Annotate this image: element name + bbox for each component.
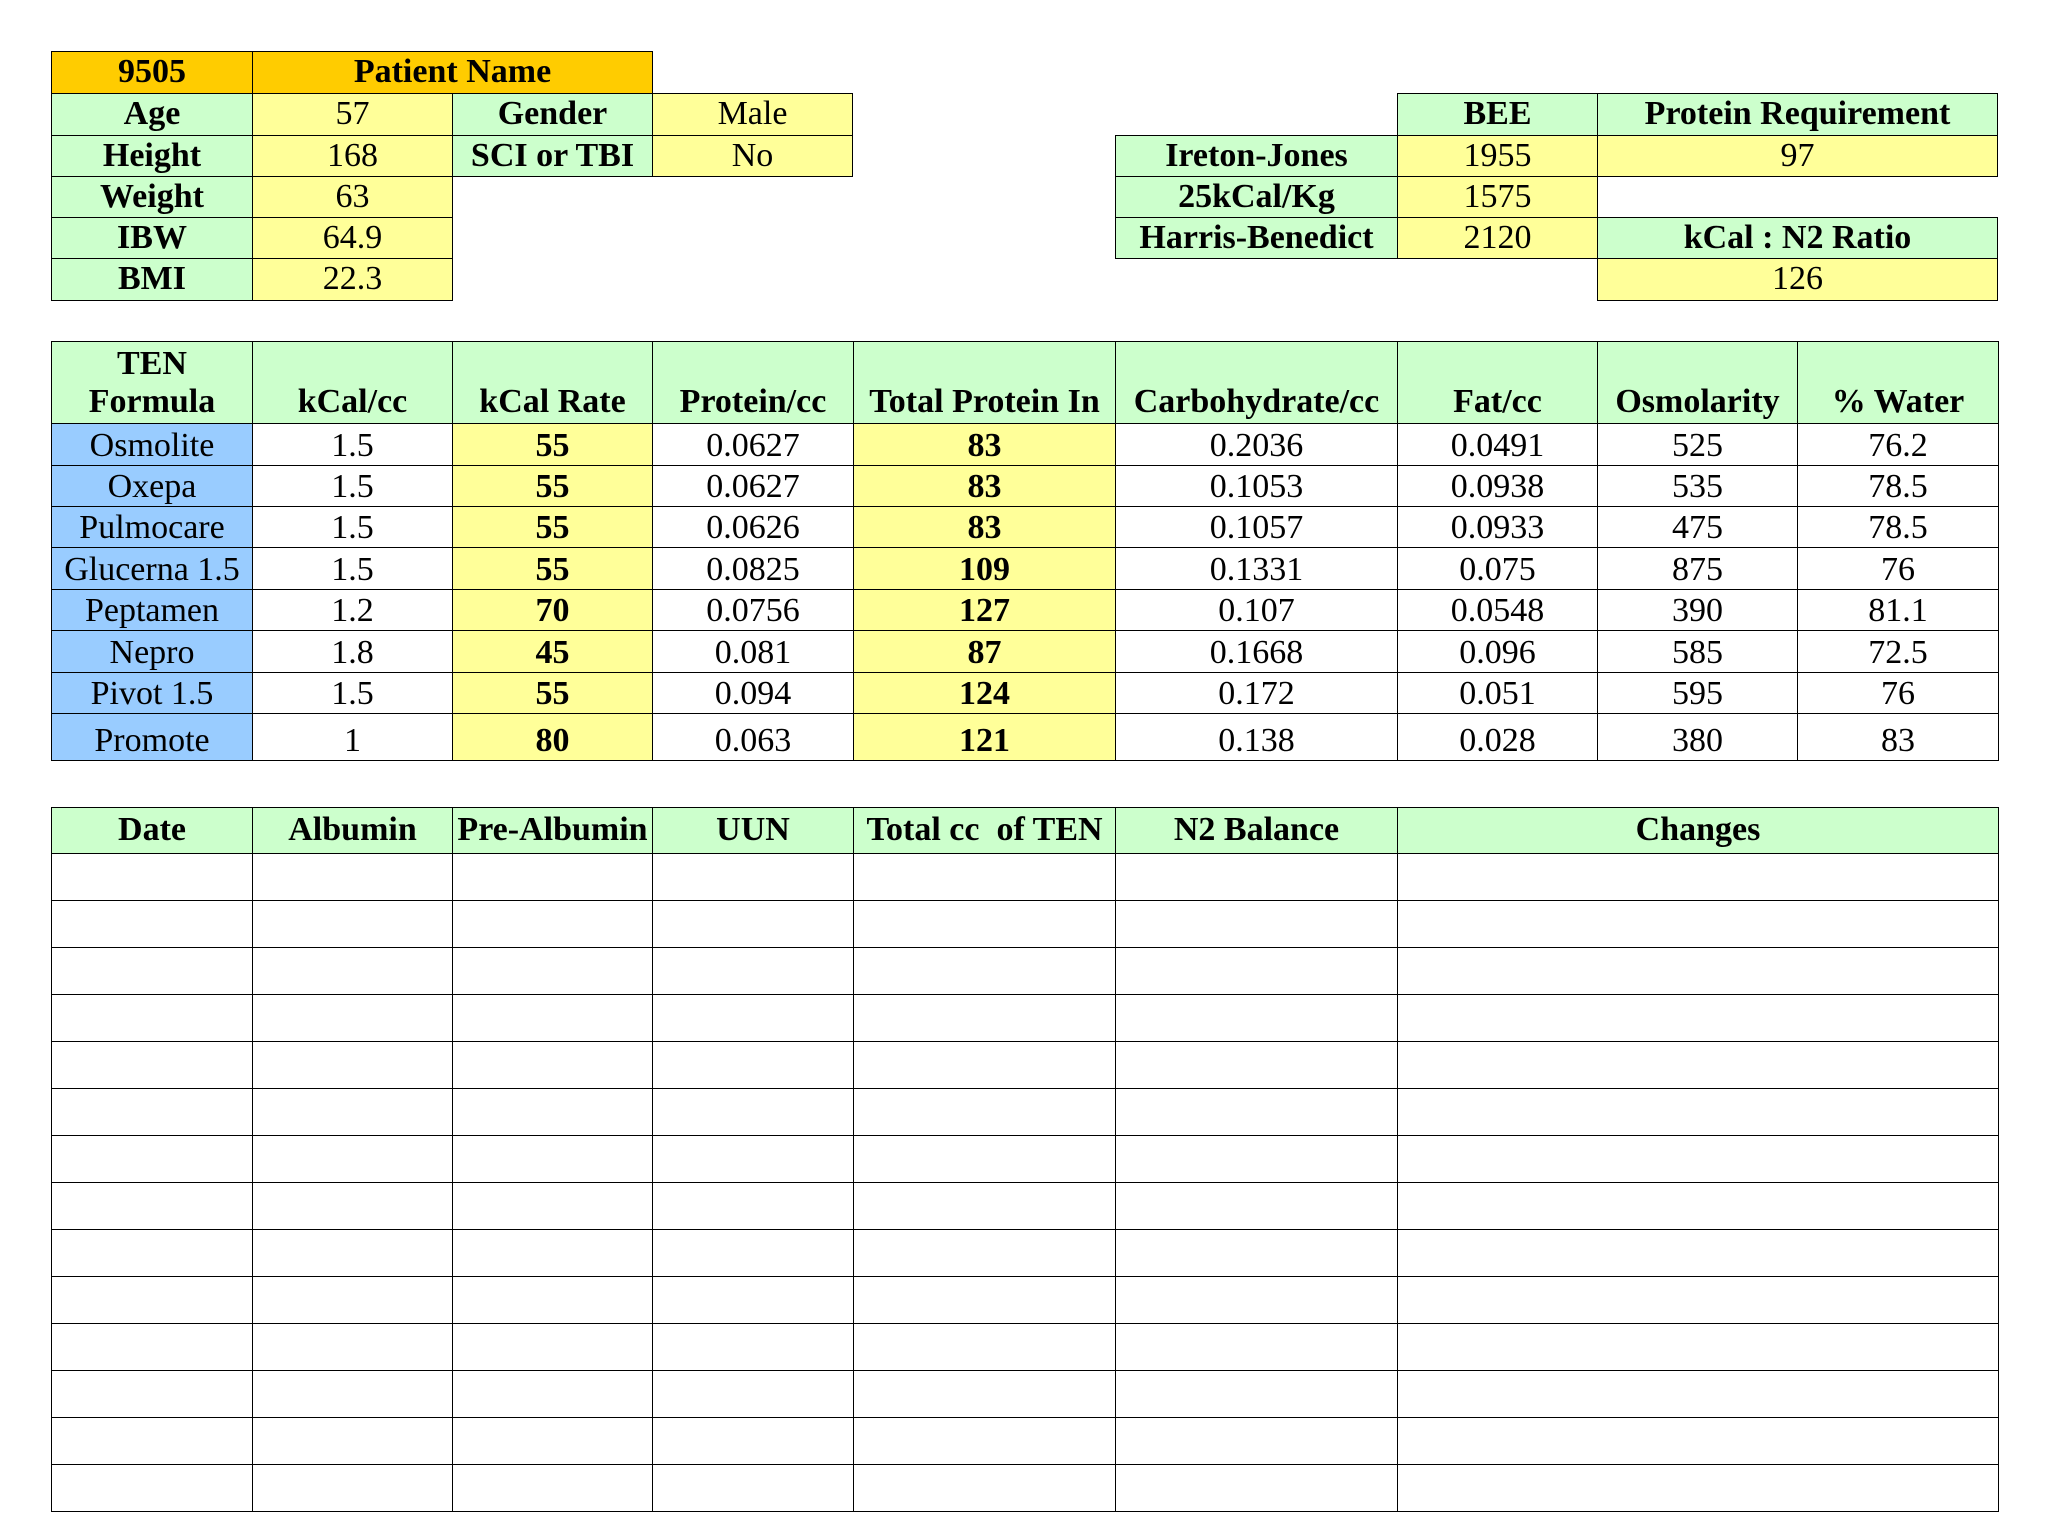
- percent-water-cell[interactable]: 78.5: [1797, 465, 1999, 507]
- pre-albumin-cell[interactable]: [452, 1417, 653, 1465]
- uun-cell[interactable]: [652, 1088, 854, 1136]
- header-carbohydrate-per-cc: Carbohydrate/cc: [1115, 341, 1398, 424]
- kcal-rate-cell[interactable]: 55: [452, 465, 653, 507]
- protein-requirement-header: Protein Requirement: [1597, 93, 1998, 136]
- weight-value[interactable]: 63: [252, 176, 453, 218]
- changes-cell[interactable]: [1397, 900, 1999, 948]
- sci-tbi-value[interactable]: No: [652, 135, 853, 177]
- uun-cell[interactable]: [652, 1182, 854, 1230]
- n2-balance-cell[interactable]: [1115, 1464, 1398, 1512]
- carbohydrate-per-cc-cell[interactable]: 0.1668: [1115, 630, 1398, 673]
- percent-water-cell[interactable]: 76: [1797, 672, 1999, 714]
- n2-balance-cell[interactable]: [1115, 1041, 1398, 1089]
- formula-name-cell[interactable]: Nepro: [51, 630, 253, 673]
- changes-cell[interactable]: [1397, 1323, 1999, 1371]
- total-cc-of-ten-cell[interactable]: [853, 1135, 1116, 1183]
- date-cell[interactable]: [51, 900, 253, 948]
- header-n2-balance: N2 Balance: [1115, 807, 1398, 854]
- pre-albumin-cell[interactable]: [452, 853, 653, 901]
- bee-header: BEE: [1397, 93, 1598, 136]
- total-cc-of-ten-cell[interactable]: [853, 1088, 1116, 1136]
- changes-cell[interactable]: [1397, 947, 1999, 995]
- n2-balance-cell[interactable]: [1115, 1229, 1398, 1277]
- kcal-rate-cell[interactable]: 45: [452, 630, 653, 673]
- changes-cell[interactable]: [1397, 1229, 1999, 1277]
- n2-balance-cell[interactable]: [1115, 1276, 1398, 1324]
- 25kcal-kg-label: 25kCal/Kg: [1115, 176, 1398, 218]
- total-cc-of-ten-cell[interactable]: [853, 1417, 1116, 1465]
- osmolarity-cell[interactable]: 380: [1597, 713, 1798, 761]
- patient-name-label[interactable]: Patient Name: [252, 51, 653, 94]
- date-cell[interactable]: [51, 1464, 253, 1512]
- fat-per-cc-cell[interactable]: 0.0938: [1397, 465, 1598, 507]
- albumin-cell[interactable]: [252, 1370, 453, 1418]
- changes-cell[interactable]: [1397, 1041, 1999, 1089]
- pre-albumin-cell[interactable]: [452, 994, 653, 1042]
- pre-albumin-cell[interactable]: [452, 1182, 653, 1230]
- header-total-protein-in: Total Protein In: [853, 341, 1116, 424]
- albumin-cell[interactable]: [252, 1464, 453, 1512]
- pre-albumin-cell[interactable]: [452, 900, 653, 948]
- date-cell[interactable]: [51, 1041, 253, 1089]
- sci-tbi-label: SCI or TBI: [452, 135, 653, 177]
- osmolarity-cell[interactable]: 875: [1597, 547, 1798, 590]
- header-pre-albumin: Pre-Albumin: [452, 807, 653, 854]
- n2-balance-cell[interactable]: [1115, 947, 1398, 995]
- uun-cell[interactable]: [652, 947, 854, 995]
- carbohydrate-per-cc-cell[interactable]: 0.1057: [1115, 506, 1398, 548]
- n2-balance-cell[interactable]: [1115, 994, 1398, 1042]
- header-protein-per-cc: Protein/cc: [652, 341, 854, 424]
- fat-per-cc-cell[interactable]: 0.0491: [1397, 423, 1598, 466]
- kcal-per-cc-cell[interactable]: 1.5: [252, 465, 453, 507]
- header-changes: Changes: [1397, 807, 1999, 854]
- fat-per-cc-cell[interactable]: 0.051: [1397, 672, 1598, 714]
- bmi-value[interactable]: 22.3: [252, 258, 453, 301]
- uun-cell[interactable]: [652, 1370, 854, 1418]
- uun-cell[interactable]: [652, 1041, 854, 1089]
- formula-name-cell[interactable]: Promote: [51, 713, 253, 761]
- kcal-per-cc-cell[interactable]: 1.5: [252, 423, 453, 466]
- albumin-cell[interactable]: [252, 1276, 453, 1324]
- header-albumin: Albumin: [252, 807, 453, 854]
- pre-albumin-cell[interactable]: [452, 1229, 653, 1277]
- osmolarity-cell[interactable]: 475: [1597, 506, 1798, 548]
- date-cell[interactable]: [51, 947, 253, 995]
- protein-requirement-value[interactable]: 97: [1597, 135, 1998, 177]
- percent-water-cell[interactable]: 78.5: [1797, 506, 1999, 548]
- albumin-cell[interactable]: [252, 1229, 453, 1277]
- changes-cell[interactable]: [1397, 853, 1999, 901]
- carbohydrate-per-cc-cell[interactable]: 0.1053: [1115, 465, 1398, 507]
- total-cc-of-ten-cell[interactable]: [853, 947, 1116, 995]
- kcal-n2-ratio-label: kCal : N2 Ratio: [1597, 217, 1998, 259]
- albumin-cell[interactable]: [252, 853, 453, 901]
- date-cell[interactable]: [51, 1323, 253, 1371]
- uun-cell[interactable]: [652, 1276, 854, 1324]
- osmolarity-cell[interactable]: 595: [1597, 672, 1798, 714]
- fat-per-cc-cell[interactable]: 0.0548: [1397, 589, 1598, 631]
- ibw-label: IBW: [51, 217, 253, 259]
- fat-per-cc-cell[interactable]: 0.0933: [1397, 506, 1598, 548]
- fat-per-cc-cell[interactable]: 0.028: [1397, 713, 1598, 761]
- protein-per-cc-cell[interactable]: 0.0626: [652, 506, 854, 548]
- total-cc-of-ten-cell[interactable]: [853, 994, 1116, 1042]
- changes-cell[interactable]: [1397, 1464, 1999, 1512]
- protein-per-cc-cell[interactable]: 0.081: [652, 630, 854, 673]
- total-cc-of-ten-cell[interactable]: [853, 1182, 1116, 1230]
- kcal-per-cc-cell[interactable]: 1.5: [252, 547, 453, 590]
- n2-balance-cell[interactable]: [1115, 1088, 1398, 1136]
- percent-water-cell[interactable]: 76.2: [1797, 423, 1999, 466]
- header-uun: UUN: [652, 807, 854, 854]
- total-protein-in-cell[interactable]: 109: [853, 547, 1116, 590]
- total-protein-in-cell[interactable]: 83: [853, 506, 1116, 548]
- kcal-rate-cell[interactable]: 55: [452, 672, 653, 714]
- osmolarity-cell[interactable]: 390: [1597, 589, 1798, 631]
- header-date: Date: [51, 807, 253, 854]
- changes-cell[interactable]: [1397, 994, 1999, 1042]
- protein-per-cc-cell[interactable]: 0.0756: [652, 589, 854, 631]
- header-formula-name: TEN Formula: [51, 341, 253, 424]
- total-cc-of-ten-cell[interactable]: [853, 900, 1116, 948]
- albumin-cell[interactable]: [252, 1135, 453, 1183]
- date-cell[interactable]: [51, 853, 253, 901]
- uun-cell[interactable]: [652, 1229, 854, 1277]
- header-kcal-rate: kCal Rate: [452, 341, 653, 424]
- date-cell[interactable]: [51, 1088, 253, 1136]
- changes-cell[interactable]: [1397, 1370, 1999, 1418]
- kcal-rate-cell[interactable]: 55: [452, 506, 653, 548]
- uun-cell[interactable]: [652, 1417, 854, 1465]
- kcal-per-cc-cell[interactable]: 1.2: [252, 589, 453, 631]
- pre-albumin-cell[interactable]: [452, 1323, 653, 1371]
- total-protein-in-cell[interactable]: 124: [853, 672, 1116, 714]
- header-kcal-per-cc: kCal/cc: [252, 341, 453, 424]
- ibw-value[interactable]: 64.9: [252, 217, 453, 259]
- formula-name-cell[interactable]: Oxepa: [51, 465, 253, 507]
- formula-name-cell[interactable]: Osmolite: [51, 423, 253, 466]
- n2-balance-cell[interactable]: [1115, 1370, 1398, 1418]
- gender-value[interactable]: Male: [652, 93, 853, 136]
- changes-cell[interactable]: [1397, 1276, 1999, 1324]
- kcal-per-cc-cell[interactable]: 1: [252, 713, 453, 761]
- albumin-cell[interactable]: [252, 1041, 453, 1089]
- n2-balance-cell[interactable]: [1115, 900, 1398, 948]
- changes-cell[interactable]: [1397, 1088, 1999, 1136]
- pre-albumin-cell[interactable]: [452, 1370, 653, 1418]
- n2-balance-cell[interactable]: [1115, 1135, 1398, 1183]
- pre-albumin-cell[interactable]: [452, 1041, 653, 1089]
- osmolarity-cell[interactable]: 585: [1597, 630, 1798, 673]
- percent-water-cell[interactable]: 72.5: [1797, 630, 1999, 673]
- albumin-cell[interactable]: [252, 1088, 453, 1136]
- percent-water-cell[interactable]: 83: [1797, 713, 1999, 761]
- protein-per-cc-cell[interactable]: 0.0825: [652, 547, 854, 590]
- protein-per-cc-cell[interactable]: 0.0627: [652, 465, 854, 507]
- changes-cell[interactable]: [1397, 1135, 1999, 1183]
- header-osmolarity: Osmolarity: [1597, 341, 1798, 424]
- kcal-n2-ratio-value[interactable]: 126: [1597, 258, 1998, 301]
- albumin-cell[interactable]: [252, 1182, 453, 1230]
- date-cell[interactable]: [51, 1276, 253, 1324]
- fat-per-cc-cell[interactable]: 0.075: [1397, 547, 1598, 590]
- ireton-jones-bee[interactable]: 1955: [1397, 135, 1598, 177]
- patient-id[interactable]: 9505: [51, 51, 253, 94]
- pre-albumin-cell[interactable]: [452, 1088, 653, 1136]
- formula-name-cell[interactable]: Pivot 1.5: [51, 672, 253, 714]
- header-percent-water: % Water: [1797, 341, 1999, 424]
- pre-albumin-cell[interactable]: [452, 1276, 653, 1324]
- formula-name-cell[interactable]: Peptamen: [51, 589, 253, 631]
- uun-cell[interactable]: [652, 900, 854, 948]
- total-protein-in-cell[interactable]: 127: [853, 589, 1116, 631]
- albumin-cell[interactable]: [252, 900, 453, 948]
- total-cc-of-ten-cell[interactable]: [853, 1464, 1116, 1512]
- kcal-rate-cell[interactable]: 55: [452, 547, 653, 590]
- uun-cell[interactable]: [652, 1464, 854, 1512]
- n2-balance-cell[interactable]: [1115, 1182, 1398, 1230]
- carbohydrate-per-cc-cell[interactable]: 0.1331: [1115, 547, 1398, 590]
- uun-cell[interactable]: [652, 1135, 854, 1183]
- total-cc-of-ten-cell[interactable]: [853, 853, 1116, 901]
- pre-albumin-cell[interactable]: [452, 1135, 653, 1183]
- kcal-per-cc-cell[interactable]: 1.8: [252, 630, 453, 673]
- gender-label: Gender: [452, 93, 653, 136]
- total-protein-in-cell[interactable]: 87: [853, 630, 1116, 673]
- bmi-label: BMI: [51, 258, 253, 301]
- osmolarity-cell[interactable]: 535: [1597, 465, 1798, 507]
- carbohydrate-per-cc-cell[interactable]: 0.172: [1115, 672, 1398, 714]
- carbohydrate-per-cc-cell[interactable]: 0.138: [1115, 713, 1398, 761]
- date-cell[interactable]: [51, 1229, 253, 1277]
- changes-cell[interactable]: [1397, 1417, 1999, 1465]
- formula-name-cell[interactable]: Glucerna 1.5: [51, 547, 253, 590]
- uun-cell[interactable]: [652, 1323, 854, 1371]
- osmolarity-cell[interactable]: 525: [1597, 423, 1798, 466]
- total-protein-in-cell[interactable]: 83: [853, 465, 1116, 507]
- albumin-cell[interactable]: [252, 994, 453, 1042]
- kcal-rate-cell[interactable]: 80: [452, 713, 653, 761]
- carbohydrate-per-cc-cell[interactable]: 0.2036: [1115, 423, 1398, 466]
- age-value[interactable]: 57: [252, 93, 453, 136]
- date-cell[interactable]: [51, 1417, 253, 1465]
- total-cc-of-ten-cell[interactable]: [853, 1041, 1116, 1089]
- n2-balance-cell[interactable]: [1115, 1323, 1398, 1371]
- uun-cell[interactable]: [652, 853, 854, 901]
- harris-benedict-label: Harris-Benedict: [1115, 217, 1398, 259]
- height-label: Height: [51, 135, 253, 177]
- albumin-cell[interactable]: [252, 947, 453, 995]
- total-protein-in-cell[interactable]: 83: [853, 423, 1116, 466]
- percent-water-cell[interactable]: 81.1: [1797, 589, 1999, 631]
- date-cell[interactable]: [51, 994, 253, 1042]
- weight-label: Weight: [51, 176, 253, 218]
- albumin-cell[interactable]: [252, 1323, 453, 1371]
- harris-benedict-bee[interactable]: 2120: [1397, 217, 1598, 259]
- pre-albumin-cell[interactable]: [452, 1464, 653, 1512]
- protein-per-cc-cell[interactable]: 0.0627: [652, 423, 854, 466]
- uun-cell[interactable]: [652, 994, 854, 1042]
- fat-per-cc-cell[interactable]: 0.096: [1397, 630, 1598, 673]
- kcal-per-cc-cell[interactable]: 1.5: [252, 672, 453, 714]
- kcal-rate-cell[interactable]: 70: [452, 589, 653, 631]
- total-cc-of-ten-cell[interactable]: [853, 1370, 1116, 1418]
- age-label: Age: [51, 93, 253, 136]
- kcal-rate-cell[interactable]: 55: [452, 423, 653, 466]
- total-protein-in-cell[interactable]: 121: [853, 713, 1116, 761]
- protein-per-cc-cell[interactable]: 0.063: [652, 713, 854, 761]
- ireton-jones-label: Ireton-Jones: [1115, 135, 1398, 177]
- n2-balance-cell[interactable]: [1115, 853, 1398, 901]
- total-cc-of-ten-cell[interactable]: [853, 1276, 1116, 1324]
- header-total-cc-of-ten: Total cc of TEN: [853, 807, 1116, 854]
- n2-balance-cell[interactable]: [1115, 1417, 1398, 1465]
- date-cell[interactable]: [51, 1182, 253, 1230]
- height-value[interactable]: 168: [252, 135, 453, 177]
- total-cc-of-ten-cell[interactable]: [853, 1323, 1116, 1371]
- 25kcal-kg-bee[interactable]: 1575: [1397, 176, 1598, 218]
- total-cc-of-ten-cell[interactable]: [853, 1229, 1116, 1277]
- carbohydrate-per-cc-cell[interactable]: 0.107: [1115, 589, 1398, 631]
- albumin-cell[interactable]: [252, 1417, 453, 1465]
- protein-per-cc-cell[interactable]: 0.094: [652, 672, 854, 714]
- date-cell[interactable]: [51, 1135, 253, 1183]
- formula-name-cell[interactable]: Pulmocare: [51, 506, 253, 548]
- changes-cell[interactable]: [1397, 1182, 1999, 1230]
- pre-albumin-cell[interactable]: [452, 947, 653, 995]
- header-fat-per-cc: Fat/cc: [1397, 341, 1598, 424]
- date-cell[interactable]: [51, 1370, 253, 1418]
- kcal-per-cc-cell[interactable]: 1.5: [252, 506, 453, 548]
- percent-water-cell[interactable]: 76: [1797, 547, 1999, 590]
